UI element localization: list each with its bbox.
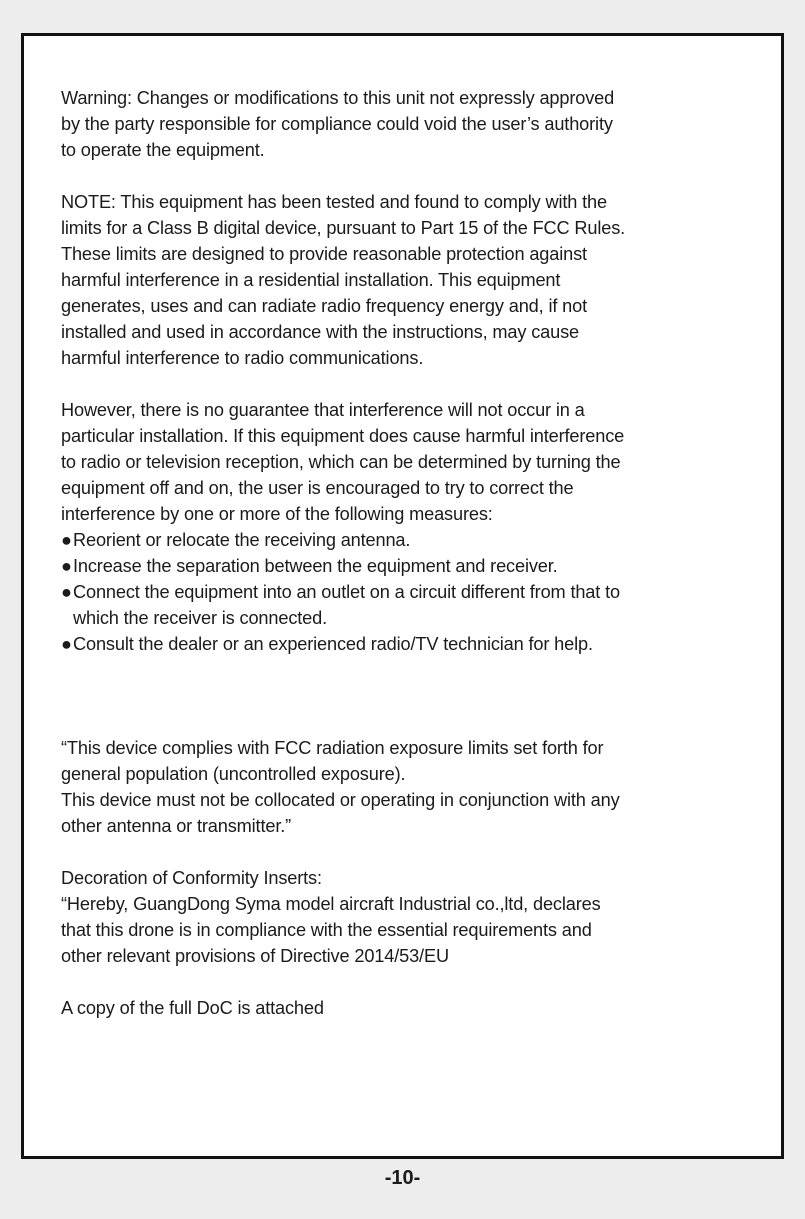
text-line: limits for a Class B digital device, pursuant to Part 15 of the FCC Rules. (61, 218, 626, 238)
document-body (61, 85, 741, 1021)
bullet-icon: ● (61, 556, 72, 576)
text-line: other antenna or transmitter.” (61, 816, 292, 836)
doc-copy-line: A copy of the full DoC is attached (61, 998, 324, 1018)
text-line: This device must not be collocated or operating in conjunction with any (61, 790, 620, 810)
text-line: However, there is no guarantee that interference will not occur in a (61, 400, 585, 420)
text-line: NOTE: This equipment has been tested and found to comply with the (61, 192, 607, 212)
list-item (61, 631, 741, 657)
bullet-icon: ● (61, 634, 72, 654)
exposure-paragraph (61, 735, 741, 839)
warning-paragraph (61, 85, 741, 163)
list-item-text: Connect the equipment into an outlet on a circuit different from that to (73, 582, 620, 602)
bullet-icon: ● (61, 582, 72, 602)
text-line: by the party responsible for compliance could void the user’s authority (61, 114, 613, 134)
however-paragraph (61, 397, 741, 527)
text-line: interference by one or more of the following measures: (61, 504, 493, 524)
list-item-text: Consult the dealer or an experienced radio/TV technician for help. (73, 634, 593, 654)
text-line: “Hereby, GuangDong Syma model aircraft Industrial co.,ltd, declares (61, 894, 601, 914)
text-line: harmful interference to radio communications. (61, 348, 424, 368)
text-line: to radio or television reception, which can be determined by turning the (61, 452, 621, 472)
text-line: “This device complies with FCC radiation exposure limits set forth for (61, 738, 604, 758)
text-line: that this drone is in compliance with the essential requirements and (61, 920, 592, 940)
text-line: general population (uncontrolled exposure). (61, 764, 406, 784)
page-number: -10- (384, 1167, 421, 1189)
text-line: installed and used in accordance with the instructions, may cause (61, 322, 579, 342)
note-paragraph (61, 189, 741, 371)
list-item (61, 527, 741, 553)
text-line: other relevant provisions of Directive 2014/53/EU (61, 946, 449, 966)
list-item-text: Increase the separation between the equipment and receiver. (73, 556, 558, 576)
text-line: generates, uses and can radiate radio frequency energy and, if not (61, 296, 587, 316)
list-item (61, 553, 741, 579)
measures-list (61, 527, 741, 657)
list-item-text: which the receiver is connected. (73, 608, 327, 628)
text-line: to operate the equipment. (61, 140, 265, 160)
text-line: equipment off and on, the user is encouraged to try to correct the (61, 478, 574, 498)
bullet-icon: ● (61, 530, 72, 550)
text-line: These limits are designed to provide reasonable protection against (61, 244, 587, 264)
text-line: harmful interference in a residential installation. This equipment (61, 270, 561, 290)
conformity-paragraph (61, 865, 741, 969)
text-line: Decoration of Conformity Inserts: (61, 868, 322, 888)
list-item-text: Reorient or relocate the receiving antenna. (73, 530, 411, 550)
text-line: particular installation. If this equipment does cause harmful interference (61, 426, 625, 446)
list-item (61, 579, 741, 631)
text-line: Warning: Changes or modifications to this unit not expressly approved (61, 88, 615, 108)
